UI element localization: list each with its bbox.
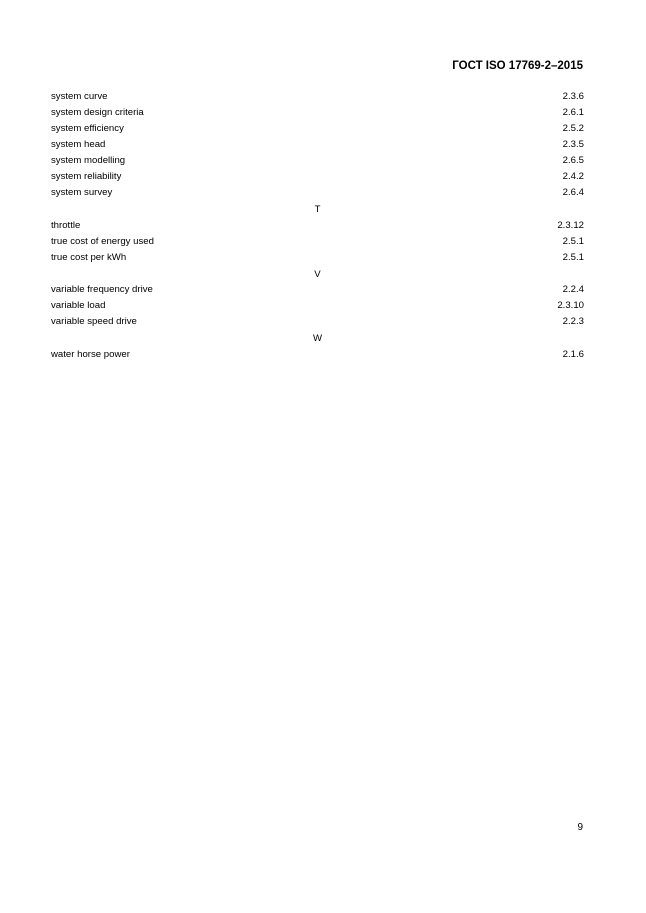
index-ref: 2.6.1 <box>562 107 584 118</box>
document-standard-code: ГОСТ ISO 17769-2–2015 <box>452 60 583 72</box>
index-ref: 2.3.10 <box>557 300 584 311</box>
index-entry <box>51 105 584 121</box>
index-entry <box>51 121 584 137</box>
index-ref: 2.2.4 <box>562 284 584 295</box>
index-term: true cost per kWh <box>51 251 127 263</box>
index-entry <box>51 298 584 314</box>
index-entry <box>51 185 584 201</box>
index-letter-heading-w: W <box>312 333 323 344</box>
index-entry <box>51 137 584 153</box>
index-term: throttle <box>51 219 81 231</box>
index-ref: 2.6.4 <box>562 187 584 198</box>
index-entry <box>51 282 584 298</box>
index-term: system head <box>51 139 106 150</box>
index-ref: 2.1.6 <box>562 348 584 360</box>
index-entry <box>51 169 584 185</box>
index-term: system modelling <box>51 155 126 166</box>
index-term: system reliability <box>51 171 122 182</box>
index-letter-heading-v: V <box>314 268 321 280</box>
index-term: system curve <box>51 91 108 102</box>
index-entry <box>51 89 584 105</box>
index-entry <box>51 153 584 169</box>
index-entry <box>51 314 584 330</box>
index-term: system survey <box>51 187 113 198</box>
index-term: system design criteria <box>51 107 144 118</box>
index-entry <box>51 250 584 266</box>
index-ref: 2.3.5 <box>562 139 584 150</box>
index-term: water horse power <box>51 348 130 360</box>
index-ref: 2.3.6 <box>562 91 584 102</box>
index-term: variable speed drive <box>51 316 137 327</box>
index-ref: 2.3.12 <box>557 219 584 231</box>
index-ref: 2.5.1 <box>562 251 584 263</box>
index-term: system efficiency <box>51 123 124 134</box>
index-term: true cost of energy used <box>51 235 154 247</box>
index-ref: 2.5.2 <box>562 123 584 134</box>
index-ref: 2.5.1 <box>562 235 584 247</box>
page-number: 9 <box>577 822 583 833</box>
index-term: variable load <box>51 300 106 311</box>
alphabetical-index <box>51 89 584 363</box>
index-entry <box>51 218 584 234</box>
index-term: variable frequency drive <box>51 284 153 295</box>
index-entry <box>51 347 584 363</box>
index-ref: 2.4.2 <box>562 171 584 182</box>
index-ref: 2.2.3 <box>562 316 584 327</box>
index-entry <box>51 234 584 250</box>
index-ref: 2.6.5 <box>562 155 584 166</box>
index-letter-heading-t: T <box>314 204 321 215</box>
